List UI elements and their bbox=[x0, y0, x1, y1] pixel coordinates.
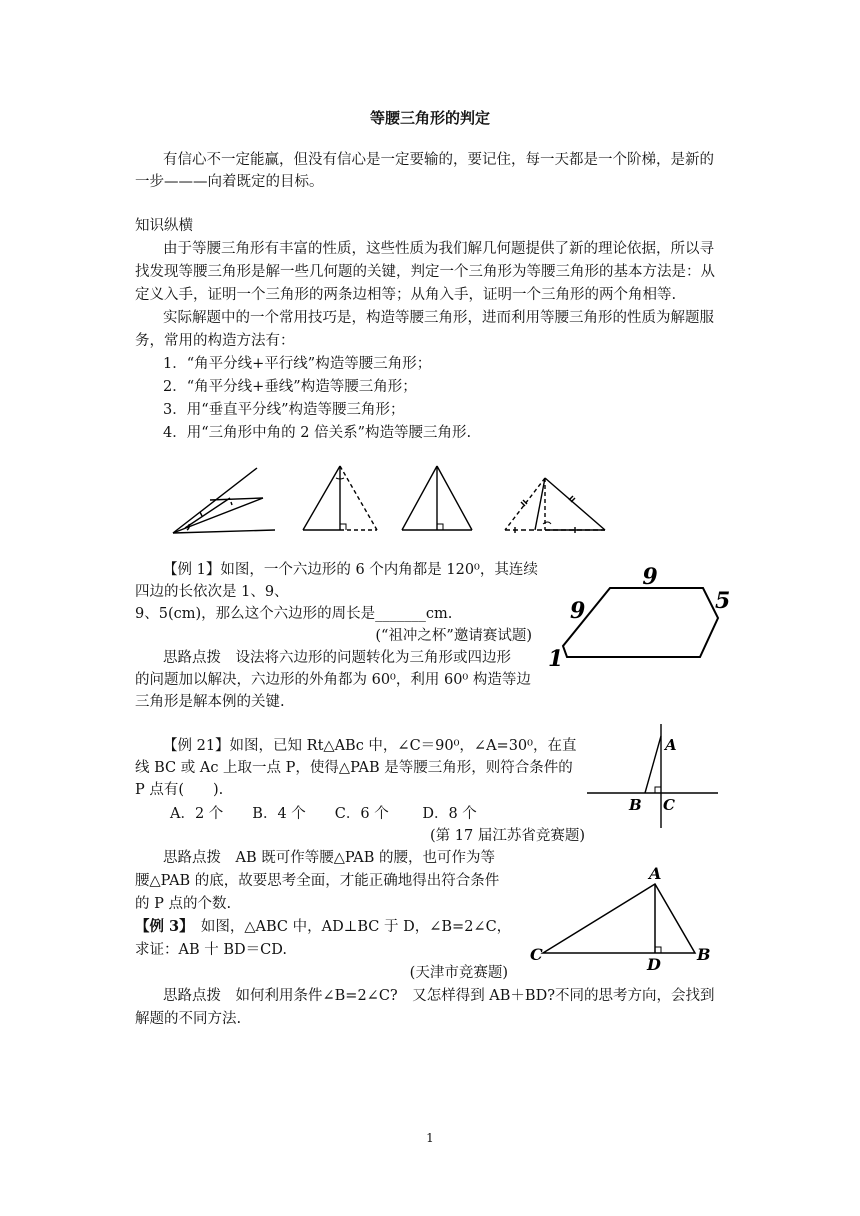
example1-line-3-start: 9、5(cm)，那么这个六边形的周长是 bbox=[135, 606, 376, 622]
hexagon-label-left: 9 bbox=[570, 598, 586, 624]
para2-line-1: 实际解题中的一个常用技巧是，构造等腰三角形，进而利用等腰三角形的性质为解题服 bbox=[163, 310, 714, 326]
hexagon-label-top: 9 bbox=[642, 564, 658, 590]
label-A: A bbox=[665, 736, 677, 754]
method-2: 2．“角平分线+垂线”构造等腰三角形； bbox=[163, 379, 417, 395]
label-A: A bbox=[649, 864, 662, 883]
example1-hint-1: 思路点拨 设法将六边形的问题转化为三角形或四边形 bbox=[163, 650, 511, 666]
construction-figures bbox=[165, 458, 615, 538]
label-C: C bbox=[530, 945, 543, 964]
method-4: 4．用“三角形中角的 2 倍关系”构造等腰三角形. bbox=[163, 425, 472, 441]
figure-perpendicular-bisector bbox=[402, 466, 472, 530]
example1-source: (“祖冲之杯”邀请赛试题) bbox=[375, 628, 532, 644]
example2-hint-3: 的 P 点的个数. bbox=[135, 896, 232, 912]
example3-source: (天津市竞赛题) bbox=[409, 965, 508, 981]
example2-line-2: 线 BC 或 Ac 上取一点 P，使得△PAB 是等腰三角形，则符合条件的 bbox=[135, 760, 573, 776]
para2-line-2: 务，常用的构造方法有： bbox=[135, 333, 295, 349]
figure-bisector-perpendicular bbox=[303, 466, 377, 530]
method-3: 3．用“垂直平分线”构造等腰三角形； bbox=[163, 402, 405, 418]
hexagon-label-bottom-left: 1 bbox=[548, 646, 564, 672]
figure-double-angle bbox=[505, 478, 605, 533]
example2-line-1: 【例 21】如图，已知 Rt△ABc 中，∠C＝90⁰，∠A=30⁰，在直 bbox=[163, 738, 577, 754]
para1-line-2: 找发现等腰三角形是解一些几何题的关键，判定一个三角形为等腰三角形的基本方法是：从 bbox=[135, 264, 715, 280]
page-title: 等腰三角形的判定 bbox=[369, 109, 490, 127]
answer-blank[interactable]: _______ bbox=[375, 606, 426, 622]
example3-line-2: 求证：AB 十 BD＝CD. bbox=[135, 942, 287, 958]
example2-source: (第 17 届江苏省竞赛题) bbox=[430, 828, 585, 844]
para1-line-1: 由于等腰三角形有丰富的性质，这些性质为我们解几何题提供了新的理论依据，所以寻 bbox=[163, 241, 714, 257]
example1-line-3-end: cm. bbox=[425, 606, 453, 622]
triangle-abc-figure bbox=[525, 862, 725, 972]
example1-line-3 bbox=[135, 604, 452, 624]
figure-bisector-parallel bbox=[173, 468, 275, 533]
example3-line-1 bbox=[135, 917, 511, 937]
label-C: C bbox=[663, 796, 675, 814]
example2-options: A．2 个 B．4 个 C．6 个 D．8 个 bbox=[170, 806, 477, 822]
example2-line-3: P 点有( ). bbox=[135, 782, 224, 798]
label-B: B bbox=[629, 796, 642, 814]
example1-hint-3: 三角形是解本例的关键. bbox=[135, 694, 285, 710]
hexagon-figure bbox=[540, 560, 740, 675]
example3-line-1-text: 如图，△ABC 中，AD⊥BC 于 D，∠B=2∠C， bbox=[186, 919, 512, 935]
method-1: 1．“角平分线+平行线”构造等腰三角形； bbox=[163, 356, 432, 372]
example3-label: 【例 3】 bbox=[135, 918, 187, 935]
example2-hint-1: 思路点拨 AB 既可作等腰△PAB 的腰，也可作为等 bbox=[163, 850, 496, 866]
example1-hint-2: 的问题加以解决，六边形的外角都为 60⁰，利用 60⁰ 构造等边 bbox=[135, 672, 531, 688]
label-B: B bbox=[697, 945, 711, 964]
example1-line-2: 四边的长依次是 1、9、 bbox=[135, 584, 289, 600]
example1-line-1: 【例 1】如图，一个六边形的 6 个内角都是 120⁰，其连续 bbox=[163, 562, 538, 578]
right-triangle-figure bbox=[585, 720, 720, 830]
hexagon-label-right: 5 bbox=[715, 588, 731, 614]
example2-hint-2: 腰△PAB 的底，故要思考全面，才能正确地得出符合条件 bbox=[135, 873, 500, 889]
para1-line-3: 定义入手，证明一个三角形的两条边相等；从角入手，证明一个三角形的两个角相等. bbox=[135, 287, 677, 303]
motto-line-1: 有信心不一定能赢，但没有信心是一定要输的，要记住，每一天都是一个阶梯，是新的 bbox=[163, 152, 714, 168]
motto-line-2: 一步———向着既定的目标。 bbox=[135, 174, 324, 190]
section-heading: 知识纵横 bbox=[135, 218, 193, 234]
example3-hint-1: 思路点拨 如何利用条件∠B=2∠C? 又怎样得到 AB＋BD?不同的思考方向，会找到 bbox=[163, 988, 715, 1004]
label-D: D bbox=[647, 955, 661, 974]
page-number: 1 bbox=[426, 1131, 434, 1145]
example3-hint-2: 解题的不同方法. bbox=[135, 1011, 242, 1027]
